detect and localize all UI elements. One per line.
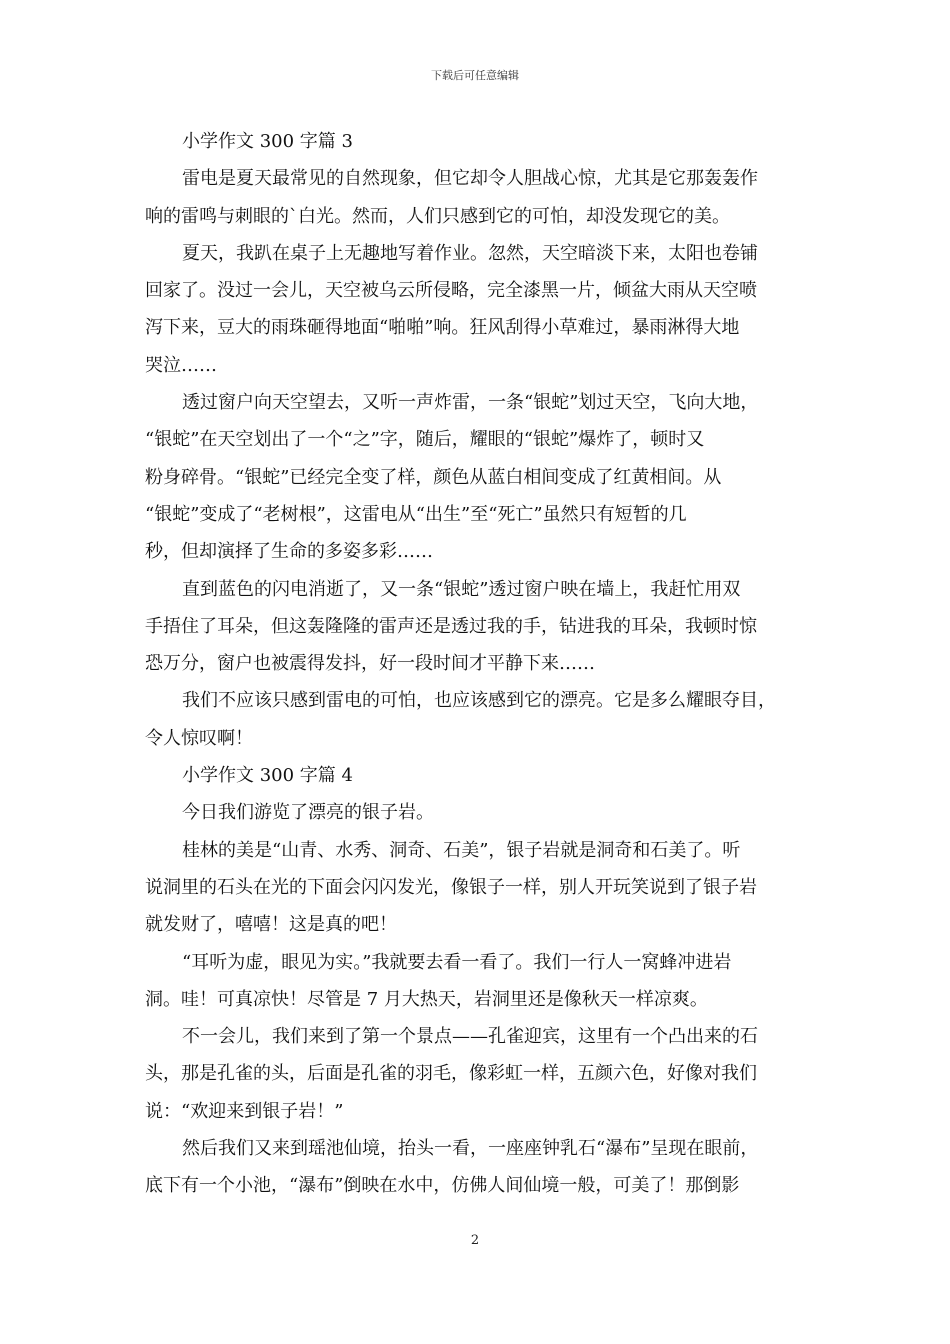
text-line: 透过窗户向天空望去，又听一声炸雷，一条“银蛇”划过天空，飞向大地， xyxy=(182,392,759,414)
text-line: 就发财了，嘻嘻！这是真的吧！ xyxy=(145,914,397,936)
text-line: 雷电是夏天最常见的自然现象，但它却令人胆战心惊，尤其是它那轰轰作 xyxy=(182,168,758,190)
text-line: 哭泣…… xyxy=(145,354,217,376)
text-line: 令人惊叹啊！ xyxy=(145,727,253,749)
text-line: 回家了。没过一会儿，天空被乌云所侵略，完全漆黑一片，倾盆大雨从天空喷 xyxy=(145,280,757,302)
text-line: 响的雷鸣与刺眼的`白光。然而，人们只感到它的可怕，却没发现它的美。 xyxy=(145,205,730,227)
text-line: 桂林的美是“山青、水秀、洞奇、石美”，银子岩就是洞奇和石美了。听 xyxy=(182,839,741,861)
text-line: 小学作文 300 字篇 4 xyxy=(182,765,353,787)
text-line: 我们不应该只感到雷电的可怕，也应该感到它的漂亮。它是多么耀眼夺目， xyxy=(182,690,776,712)
text-line: 今日我们游览了漂亮的银子岩。 xyxy=(182,802,434,824)
text-line: 秒，但却演择了生命的多姿多彩…… xyxy=(145,541,433,563)
text-line: 说洞里的石头在光的下面会闪闪发光，像银子一样，别人开玩笑说到了银子岩 xyxy=(145,876,757,898)
text-line: 底下有一个小池，“瀑布”倒映在水中，仿佛人间仙境一般，可美了！那倒影 xyxy=(145,1175,740,1197)
text-line: 小学作文 300 字篇 3 xyxy=(182,131,353,152)
text-line: 手捂住了耳朵，但这轰隆隆的雷声还是透过我的手，钻进我的耳朵，我顿时惊 xyxy=(145,615,757,637)
document-body xyxy=(145,123,805,1205)
text-line: 不一会儿，我们来到了第一个景点——孔雀迎宾，这里有一个凸出来的石 xyxy=(182,1026,758,1048)
text-line: 直到蓝色的闪电消逝了，又一条“银蛇”透过窗户映在墙上，我赶忙用双 xyxy=(182,578,741,600)
page-number: 2 xyxy=(470,1233,480,1248)
text-line: “银蛇”在天空划出了一个“之”字，随后，耀眼的“银蛇”爆炸了，顿时又 xyxy=(145,429,705,451)
text-line: “银蛇”变成了“老树根”，这雷电从“出生”至“死亡”虽然只有短暂的几 xyxy=(145,503,687,525)
text-line: 说：“欢迎来到银子岩！” xyxy=(145,1100,344,1122)
text-line: 泻下来，豆大的雨珠砸得地面“啪啪”响。狂风刮得小草难过，暴雨淋得大地 xyxy=(145,317,740,339)
page-header: 下载后可任意编辑 xyxy=(431,69,519,82)
text-line: 粉身碎骨。“银蛇”已经完全变了样，颜色从蓝白相间变成了红黄相间。从 xyxy=(145,466,722,488)
text-line: 夏天，我趴在桌子上无趣地写着作业。忽然，天空暗淡下来，太阳也卷铺 xyxy=(182,242,758,264)
text-line: 然后我们又来到瑶池仙境，抬头一看，一座座钟乳石“瀑布”呈现在眼前， xyxy=(182,1138,759,1160)
text-line: 头，那是孔雀的头，后面是孔雀的羽毛，像彩虹一样，五颜六色，好像对我们 xyxy=(145,1063,757,1085)
text-line: 洞。哇！可真凉快！尽管是 7 月大热天，岩洞里还是像秋天一样凉爽。 xyxy=(145,988,708,1010)
text-line: 恐万分，窗户也被震得发抖，好一段时间才平静下来…… xyxy=(145,653,595,675)
text-line: “耳听为虚，眼见为实。”我就要去看一看了。我们一行人一窝蜂冲进岩 xyxy=(182,951,732,973)
